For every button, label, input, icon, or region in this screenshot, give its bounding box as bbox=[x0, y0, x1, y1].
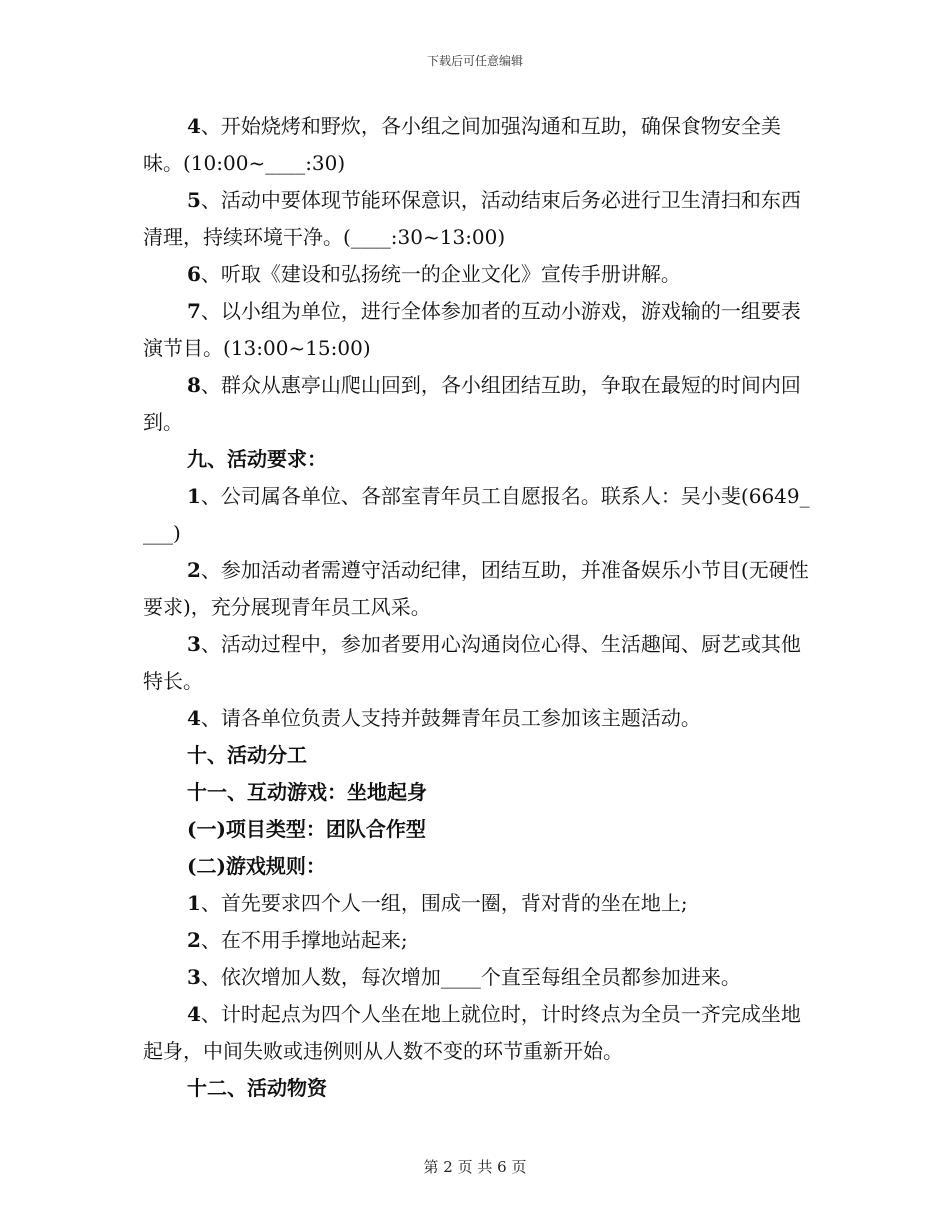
section-heading: 九、活动要求： bbox=[187, 447, 327, 471]
list-item bbox=[143, 626, 811, 700]
item-text: 、开始烧烤和野炊，各小组之间加强沟通和互助，确保食物安全美味。(10:00~____:30) bbox=[143, 114, 781, 175]
item-text: 、活动中要体现节能环保意识，活动结束后务必进行卫生清扫和东西清理，持续环境干净。(____:30~13:00) bbox=[143, 188, 801, 249]
list-item bbox=[143, 478, 811, 552]
item-number: 6 bbox=[187, 262, 201, 286]
list-item bbox=[143, 885, 811, 922]
item-number: 1 bbox=[187, 484, 201, 508]
item-text: 、听取《建设和弘扬统一的企业文化》宣传手册讲解。 bbox=[200, 262, 681, 286]
item-number: 3 bbox=[187, 632, 201, 656]
item-number: 2 bbox=[187, 928, 201, 952]
item-text: 、以小组为单位，进行全体参加者的互动小游戏，游戏输的一组要表演节目。(13:00~15:00) bbox=[143, 299, 801, 360]
item-text: 、请各单位负责人支持并鼓舞青年员工参加该主题活动。 bbox=[200, 706, 701, 730]
item-text: 、依次增加人数，每次增加____个直至每组全员都参加进来。 bbox=[200, 965, 741, 989]
item-number: 1 bbox=[187, 891, 201, 915]
subsection-heading: (一)项目类型：团队合作型 bbox=[187, 817, 426, 841]
subsection-heading: (二)游戏规则： bbox=[187, 854, 326, 878]
list-item bbox=[143, 922, 811, 959]
item-number: 4 bbox=[187, 1002, 201, 1026]
item-number: 2 bbox=[187, 558, 201, 582]
list-item bbox=[143, 996, 811, 1070]
item-text: 、参加活动者需遵守活动纪律，团结互助，并准备娱乐小节目(无硬性要求)，充分展现青年员工风采。 bbox=[143, 558, 809, 619]
page-header: 下载后可任意编辑 bbox=[426, 54, 523, 68]
list-item bbox=[143, 256, 811, 293]
item-number: 5 bbox=[187, 188, 201, 212]
item-number: 8 bbox=[187, 373, 201, 397]
item-number: 4 bbox=[187, 706, 201, 730]
item-text: 、首先要求四个人一组，围成一圈，背对背的坐在地上; bbox=[200, 891, 688, 915]
list-item bbox=[143, 367, 811, 441]
list-item bbox=[143, 108, 811, 182]
item-text: 、在不用手撑地站起来; bbox=[200, 928, 408, 952]
item-number: 7 bbox=[187, 299, 201, 323]
section-heading: 十、活动分工 bbox=[187, 743, 307, 767]
item-number: 4 bbox=[187, 114, 201, 138]
item-text: 、活动过程中，参加者要用心沟通岗位心得、生活趣闻、厨艺或其他特长。 bbox=[143, 632, 801, 693]
list-item bbox=[143, 552, 811, 626]
item-text: 、公司属各单位、各部室青年员工自愿报名。联系人：吴小斐(6649____) bbox=[143, 484, 810, 545]
section-heading: 十一、互动游戏：坐地起身 bbox=[187, 780, 427, 804]
list-item bbox=[143, 293, 811, 367]
item-text: 、计时起点为四个人坐在地上就位时，计时终点为全员一齐完成坐地起身，中间失败或违例则从人数不变的环节重新开始。 bbox=[143, 1002, 801, 1063]
item-text: 、群众从惠亭山爬山回到，各小组团结互助，争取在最短的时间内回到。 bbox=[143, 373, 801, 434]
list-item bbox=[143, 700, 811, 737]
section-heading: 十二、活动物资 bbox=[187, 1076, 327, 1100]
list-item bbox=[143, 959, 811, 996]
item-number: 3 bbox=[187, 965, 201, 989]
page-footer: 第 2 页 共 6 页 bbox=[423, 1158, 527, 1176]
list-item bbox=[143, 182, 811, 256]
document-body bbox=[143, 108, 811, 1107]
